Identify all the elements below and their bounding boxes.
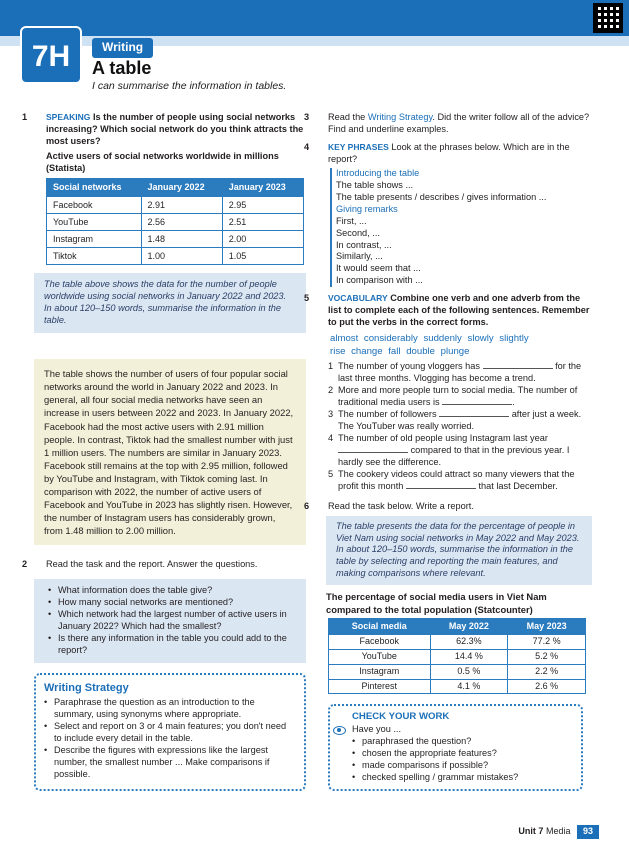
table-cell: 0.5 % xyxy=(430,664,508,679)
model-report: The table shows the number of users of four popular social networks around the world in January 2022 and 2023. In general, all four social media networks have seen an increase in users between 2022 and 2023. In January 2022, Facebook had the most active users with 2.91 million people. In contrast, Tiktok had the smallest number with just 1 million users. The numbers are similar in January 2023. Facebook still remains at the top with 2.95 million, followed by YouTube and Instagram, with Tiktok coming last. In comparison with 2022, the number of active users of Facebook and YouTube in 2023 has slightly risen. However, the number of Instagram users has considerably grown, from 1.48 million to 2.00 million. xyxy=(34,359,306,545)
table-row xyxy=(329,664,586,679)
table-cell: Facebook xyxy=(329,635,431,650)
table-cell: Tiktok xyxy=(47,248,142,265)
word-bank xyxy=(330,333,592,358)
exercise-2-number: 2 xyxy=(22,559,28,570)
table-cell: 2.00 xyxy=(222,231,303,248)
phrase: First, ... xyxy=(336,215,367,226)
table-2-title: The percentage of social media users in Viet Nam compared to the total population (Statcounter) xyxy=(326,591,547,615)
header-band xyxy=(0,0,629,36)
table-cell: 2.51 xyxy=(222,214,303,231)
table-cell: Facebook xyxy=(47,197,142,214)
item-number: 5 xyxy=(328,468,334,479)
task-box: The table above shows the data for the number of people worldwide using social networks in January 2022 and 2023. In about 120–150 words, summarise the information in the table. xyxy=(34,273,306,333)
phrase: Second, ... xyxy=(336,227,380,238)
table-cell: Instagram xyxy=(47,231,142,248)
list-item xyxy=(328,385,592,409)
table-row xyxy=(47,248,304,265)
list-item: • Paraphrase the question as an introduction to the summary, using synonyms where appropriate. xyxy=(44,697,296,721)
check-title: CHECK YOUR WORK xyxy=(352,711,450,723)
answer-blank[interactable] xyxy=(338,445,408,453)
sentence-text: compared to that in the previous year. I hardly see the difference. xyxy=(338,444,570,467)
exercise-2-instruction: Read the task and the report. Answer the questions. xyxy=(46,559,258,570)
vietnam-social-media-table xyxy=(328,618,586,694)
table-header: January 2022 xyxy=(141,178,222,197)
list-item: • What information does the table give? xyxy=(48,585,296,597)
table-row xyxy=(47,197,304,214)
exercise-3-text: Read the xyxy=(328,112,366,122)
sentence-text: The cookery videos could attract so many viewers that the profit this month xyxy=(338,468,575,491)
table-row xyxy=(47,214,304,231)
key-phrases-list xyxy=(330,168,592,288)
key-phrases-tag: KEY PHRASES xyxy=(328,141,389,152)
exercise-5 xyxy=(304,293,592,329)
word-bank-verbs: rise change fall double plunge xyxy=(330,345,470,357)
table-row xyxy=(329,679,586,694)
sentence-text: The number of old people using Instagram last year xyxy=(338,432,548,443)
sentence-text: . xyxy=(512,397,515,407)
task-box-2: The table presents the data for the percentage of people in Viet Nam using social networks in May 2022 and May 2023. In about 120–150 words, summarise the information in the table by selecting and reporting the main features, and making comparisons where relevant. xyxy=(326,516,592,586)
table-cell: Instagram xyxy=(329,664,431,679)
social-networks-table xyxy=(46,178,304,266)
strategy-title: Writing Strategy xyxy=(44,681,129,694)
item-number: 2 xyxy=(328,385,334,396)
sentence-text: More and more people turn to social media. The number of traditional media users is xyxy=(338,385,578,407)
exercise-3-number: 3 xyxy=(304,112,310,122)
table-header: May 2023 xyxy=(508,618,586,635)
table-cell: 1.48 xyxy=(141,231,222,248)
phrase: In comparison with ... xyxy=(336,275,423,286)
questions-box xyxy=(34,579,306,663)
page-number: 93 xyxy=(577,825,599,839)
phrase-heading: Giving remarks xyxy=(336,203,398,214)
item-number: 4 xyxy=(328,432,334,443)
page-title: A table xyxy=(92,58,152,78)
table-cell: 77.2 % xyxy=(508,635,586,650)
table-row xyxy=(329,635,586,650)
table-cell: 1.05 xyxy=(222,248,303,265)
sentence-text: after just a week. The YouTuber was really worried. xyxy=(338,408,582,431)
exercise-5-number: 5 xyxy=(304,293,310,304)
sentence-text: that last December. xyxy=(478,480,558,491)
table-cell: 5.2 % xyxy=(508,650,586,665)
writing-strategy-link[interactable]: Writing Strategy xyxy=(367,112,433,122)
list-item xyxy=(328,409,592,433)
exercise-2 xyxy=(22,559,306,571)
phrase: The table shows ... xyxy=(336,179,414,190)
word-bank-adverbs: almost considerably suddenly slowly slightly xyxy=(330,333,529,345)
unit-code-badge: 7H xyxy=(20,26,82,84)
table-caption: Active users of social networks worldwide in millions (Statista) xyxy=(46,150,279,173)
table-cell: 2.95 xyxy=(222,197,303,214)
table-cell: YouTube xyxy=(329,650,431,665)
exercise-1-number: 1 xyxy=(22,112,28,122)
right-column xyxy=(304,112,592,791)
list-item: • Describe the figures with expressions like the largest number, the smallest number ... Make comparisons if possible. xyxy=(44,745,296,781)
list-item: • made comparisons if possible? xyxy=(352,760,573,772)
sentence-text: The number of young vloggers has xyxy=(338,361,480,372)
exercise-1 xyxy=(22,112,306,148)
sentence-text: for the last three months. Vlogging has become a trend. xyxy=(338,361,582,384)
table-header: Social media xyxy=(329,618,431,635)
check-intro: Have you ... xyxy=(352,723,402,734)
answer-blank[interactable] xyxy=(406,481,476,489)
exercise-6-number: 6 xyxy=(304,500,310,511)
vocabulary-tag: VOCABULARY xyxy=(328,293,388,304)
phrase: In contrast, ... xyxy=(336,239,392,250)
exercise-6 xyxy=(304,500,592,513)
item-number: 3 xyxy=(328,408,334,419)
list-item: • paraphrased the question? xyxy=(352,736,573,748)
section-label: Writing xyxy=(92,38,153,58)
speaking-tag: SPEAKING xyxy=(46,112,91,122)
list-item: • Which network had the largest number of active users in January 2022? Which had the smallest? xyxy=(48,609,296,633)
list-item: • How many social networks are mentioned? xyxy=(48,597,296,609)
answer-blank[interactable] xyxy=(442,397,512,405)
table-cell: 2.56 xyxy=(141,214,222,231)
table-header: January 2023 xyxy=(222,178,303,197)
exercise-4 xyxy=(304,141,592,166)
exercise-6-instruction: Read the task below. Write a report. xyxy=(328,500,474,511)
phrase: Similarly, ... xyxy=(336,251,383,262)
page-footer xyxy=(518,825,599,839)
table-row xyxy=(329,650,586,665)
phrase: The table presents / describes / gives information ... xyxy=(336,191,547,202)
list-item xyxy=(328,361,592,385)
qr-code-icon[interactable] xyxy=(593,3,623,33)
exercise-4-instruction: Look at the phrases below. Which are in the report? xyxy=(328,141,570,164)
answer-blank[interactable] xyxy=(483,361,553,369)
exercise-3-text-after: . Did the writer follow all of the advice? Find and underline examples. xyxy=(328,112,590,134)
table-cell: Pinterest xyxy=(329,679,431,694)
table-header: May 2022 xyxy=(430,618,508,635)
footer-unit: Unit 7 xyxy=(518,826,544,836)
table-cell: 62.3% xyxy=(430,635,508,650)
exercise-1-question: Is the number of people using social networks increasing? Which social network do you think attracts the most users? xyxy=(46,112,304,146)
table-cell: 2.2 % xyxy=(508,664,586,679)
exercise-4-number: 4 xyxy=(304,141,310,152)
list-item: • chosen the appropriate features? xyxy=(352,748,573,760)
table-cell: 14.4 % xyxy=(430,650,508,665)
list-item: • Is there any information in the table you could add to the report? xyxy=(48,633,296,657)
exercise-5-instruction: Combine one verb and one adverb from the list to complete each of the following sentences. Remember to put the verbs in the correct forms. xyxy=(328,293,590,328)
answer-blank[interactable] xyxy=(439,409,509,417)
footer-label: Media xyxy=(545,826,571,836)
table-cell: YouTube xyxy=(47,214,142,231)
sentence-text: The number of followers xyxy=(338,408,437,419)
left-column xyxy=(22,112,306,791)
item-number: 1 xyxy=(328,361,334,372)
check-your-work-box xyxy=(328,704,583,791)
exercise-3 xyxy=(304,112,592,136)
list-item: • checked spelling / grammar mistakes? xyxy=(352,772,573,784)
table-cell: 1.00 xyxy=(141,248,222,265)
table-cell: 2.6 % xyxy=(508,679,586,694)
sentences-list xyxy=(328,361,592,492)
page-subtitle: I can summarise the information in tables. xyxy=(92,80,287,92)
table-cell: 2.91 xyxy=(141,197,222,214)
table-header: Social networks xyxy=(47,178,142,197)
list-item xyxy=(328,469,592,493)
phrase: It would seem that ... xyxy=(336,263,421,274)
table-row xyxy=(47,231,304,248)
table-cell: 4.1 % xyxy=(430,679,508,694)
list-item: • Select and report on 3 or 4 main features; you don't need to include every detail in the table. xyxy=(44,721,296,745)
phrase-heading: Introducing the table xyxy=(336,167,420,178)
list-item xyxy=(328,433,592,469)
writing-strategy-box xyxy=(34,673,306,791)
